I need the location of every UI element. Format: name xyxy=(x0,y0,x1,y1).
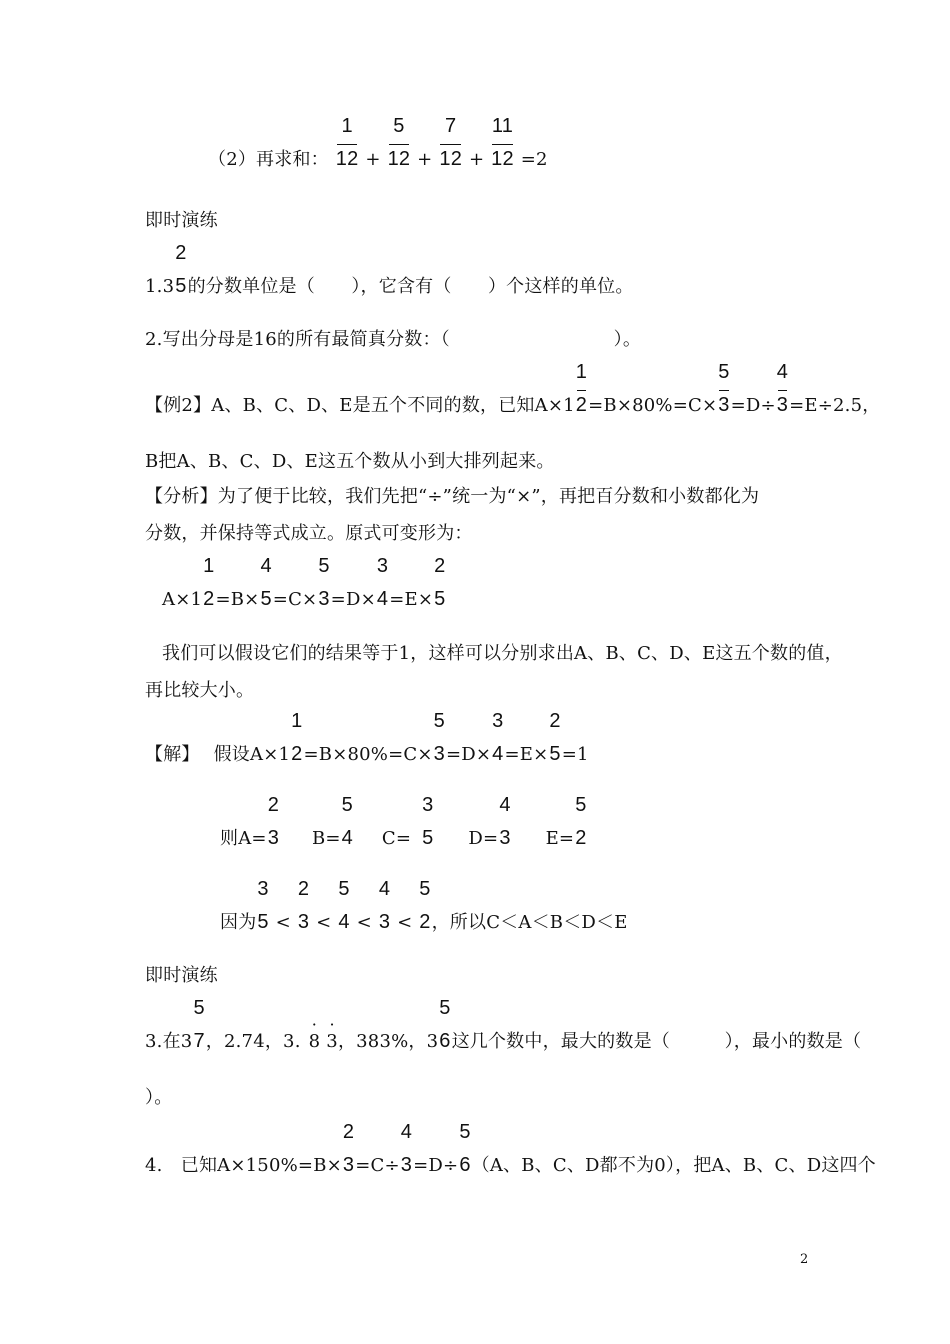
fraction: 2 5 xyxy=(549,710,561,765)
solution-values: 则A= 2 3 B= 5 4 C= 3 5 D= 4 3 E= 5 2 xyxy=(220,794,587,849)
repeating-digit: · 3 xyxy=(326,1031,338,1053)
fraction: 5 3 xyxy=(433,710,445,765)
example2-label: 【例2】 xyxy=(145,395,212,416)
fraction: $\frac{4}{3}$ xyxy=(776,361,789,416)
fraction: $\frac{11}{12}$ xyxy=(491,115,514,170)
analysis-line1: 【分析】为了便于比较，我们先把“÷”统一为“×”，再把百分数和小数都化为 xyxy=(145,486,760,507)
example2-line1: 【例2】A、B、C、D、E是五个不同的数，已知A×1 $\frac{1}{2}$ =B×80%=C× $\frac{5}{3}$ =D÷ $\frac{4}{3}$ =E÷2.5， xyxy=(145,361,881,416)
analysis-line2: 分数，并保持等式成立。原式可变形为： xyxy=(145,523,473,544)
fraction: 2 5 xyxy=(175,242,187,297)
example2-line2: B把A、B、C、D、E这五个数从小到大排列起来。 xyxy=(145,451,555,472)
step2-label: （2）再求和： xyxy=(208,149,329,170)
fraction: $\frac{5}{3}$ xyxy=(718,361,730,416)
fraction: $\frac{7}{12}$ xyxy=(439,115,463,170)
step2-result: =2 xyxy=(520,149,548,170)
practice-heading: 即时演练 xyxy=(145,965,218,986)
fraction: 4 3 xyxy=(378,878,391,933)
fraction: 5 6 xyxy=(459,1121,471,1176)
question-2: 2.写出分母是16的所有最简真分数：（ ）。 xyxy=(145,329,642,350)
fraction: 5 4 xyxy=(341,794,353,849)
fraction: 3 5 xyxy=(422,794,434,849)
fraction: 5 2 xyxy=(419,878,431,933)
repeating-digit: · 8 xyxy=(309,1031,321,1053)
analysis-paragraph-line1: 我们可以假设它们的结果等于1，这样可以分别求出A、B、C、D、E这五个数的值， xyxy=(162,643,843,664)
fraction: 3 5 xyxy=(257,878,269,933)
fraction: 5 6 xyxy=(439,997,451,1052)
fraction: 4 3 xyxy=(499,794,511,849)
fraction: 1 2 xyxy=(203,555,215,610)
fraction: $\frac{1}{2}$ xyxy=(575,361,588,416)
question-3-line2: ）。 xyxy=(145,1087,173,1108)
fraction: 2 5 xyxy=(434,555,446,610)
fraction: 4 5 xyxy=(260,555,272,610)
solution-order: 因为 3 5 < 2 3 < 5 4 < 4 3 < 5 2 ，所以C＜A＜B＜D＜E xyxy=(220,878,628,933)
solution-line: 【解】 假设A×1 1 2 =B×80%=C× 5 3 =D× 3 4 =E× 2 5 =1 xyxy=(145,710,589,765)
fraction: 3 4 xyxy=(492,710,504,765)
fraction: 5 3 xyxy=(318,555,330,610)
fraction: 5 2 xyxy=(575,794,587,849)
fraction: 2 3 xyxy=(267,794,280,849)
fraction: 5 7 xyxy=(193,997,205,1052)
fraction: 4 3 xyxy=(400,1121,413,1176)
fraction: 1 2 xyxy=(291,710,303,765)
fraction: $\frac{5}{12}$ xyxy=(387,115,411,170)
page-number: 2 xyxy=(800,1252,809,1267)
analysis-equation: A×1 1 2 =B× 4 5 =C× 5 3 =D× 3 4 =E× 2 5 xyxy=(162,555,446,610)
question-1: 1.3 2 5 的分数单位是（ ），它含有（ ）个这样的单位。 xyxy=(145,242,634,297)
question-4: 4. 已知A×150%=B× 2 3 =C÷ 4 3 =D÷ 5 6 （A、B、C、D都不为0），把A、B、C、D这四个 xyxy=(145,1121,876,1176)
practice-heading: 即时演练 xyxy=(145,210,218,231)
analysis-paragraph-line2: 再比较大小。 xyxy=(145,680,255,701)
step2-line: （2）再求和： $\frac{1}{12}$ + $\frac{5}{12}$ + $\frac{7}{12}$ + $\frac{11}{12}$ =2 xyxy=(208,115,548,170)
fraction: 2 3 xyxy=(297,878,310,933)
fraction: 3 4 xyxy=(376,555,389,610)
fraction: $\frac{1}{12}$ xyxy=(335,115,359,170)
fraction: 5 4 xyxy=(338,878,350,933)
solution-label: 【解】 xyxy=(145,744,200,765)
fraction: 2 3 xyxy=(342,1121,355,1176)
question-3: 3.在3 5 7 ，2.74，3.· 8· 3，383%，3 5 6 这几个数中，最大的数是（ ），最小的数是（ xyxy=(145,1030,861,1053)
